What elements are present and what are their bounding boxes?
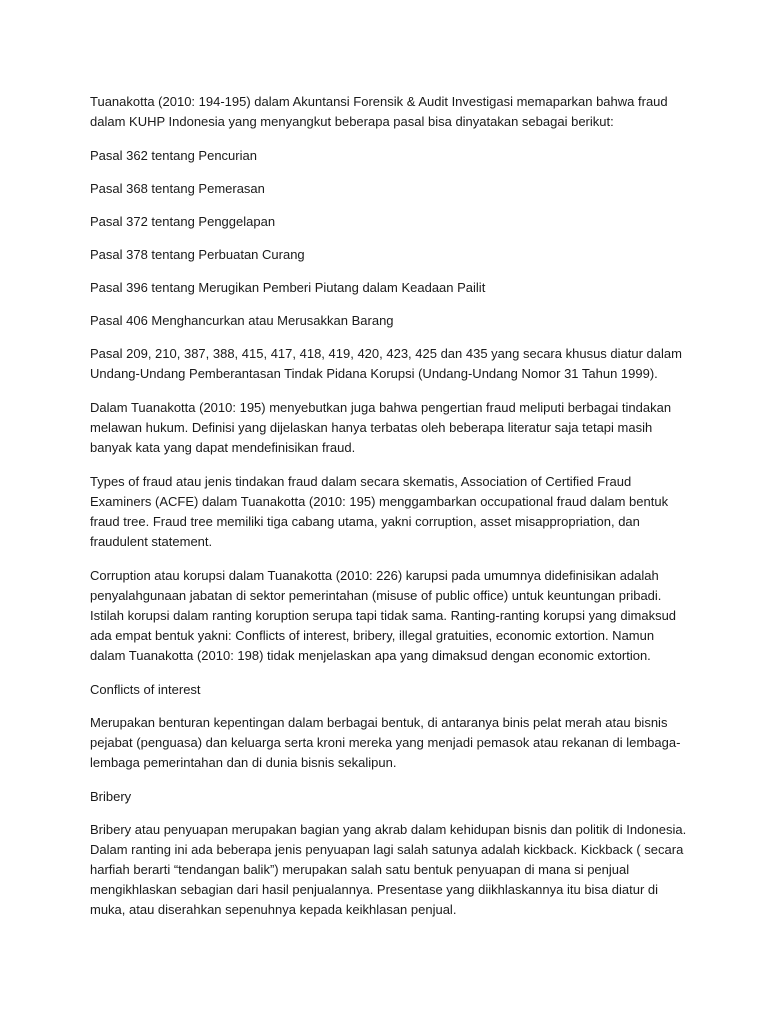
intro-paragraph: Tuanakotta (2010: 194-195) dalam Akuntansi Forensik & Audit Investigasi memaparkan bahwa fraud dalam KUHP Indonesia yang menyangkut beberapa pasal bisa dinyatakan sebagai berikut: [90, 94, 668, 129]
conflicts-paragraph: Merupakan benturan kepentingan dalam berbagai bentuk, di antaranya binis pelat merah atau bisnis pejabat (penguasa) dan keluarga serta kroni mereka yang menjadi pemasok atau rekanan di lembaga-lembaga pemerintahan dan di dunia bisnis sekalipun. [90, 715, 681, 770]
pasal-362-line: Pasal 362 tentang Pencurian [90, 148, 257, 163]
pasal-368-line: Pasal 368 tentang Pemerasan [90, 181, 265, 196]
fraud-definition-paragraph: Dalam Tuanakotta (2010: 195) menyebutkan juga bahwa pengertian fraud meliputi berbagai tindakan melawan hukum. Definisi yang dijelaskan hanya terbatas oleh beberapa literatur saja tetapi masih banyak kata yang dapat mendefinisikan fraud. [90, 400, 672, 455]
fraud-types-paragraph: Types of fraud atau jenis tindakan fraud dalam secara skematis, Association of Certified Fraud Examiners (ACFE) dalam Tuanakotta (2010: 195) menggambarkan occupational fraud dalam bentuk fraud tree. Fraud tree memiliki tiga cabang utama, yakni corruption, asset misappropriation, dan fraudulent statement. [90, 474, 669, 549]
conflicts-heading: Conflicts of interest [90, 682, 201, 697]
pasal-406-line: Pasal 406 Menghancurkan atau Merusakkan Barang [90, 313, 394, 328]
pasal-korupsi-paragraph: Pasal 209, 210, 387, 388, 415, 417, 418, 419, 420, 423, 425 dan 435 yang secara khusus diatur dalam Undang-Undang Pemberantasan Tindak Pidana Korupsi (Undang-Undang Nomor 31 Tahun 1999). [90, 346, 682, 381]
corruption-paragraph: Corruption atau korupsi dalam Tuanakotta (2010: 226) karupsi pada umumnya didefinisikan adalah penyalahgunaan jabatan di sektor pemerintahan (misuse of public office) untuk keuntungan pribadi. Istilah korupsi dalam ranting koruption serupa tapi tidak sama. Ranting-ranting korupsi yang dimaksud ada empat bentuk yakni: Conflicts of interest, bribery, illegal gratuities, economic extortion. Namun dalam Tuanakotta (2010: 198) tidak menjelaskan apa yang dimaksud dengan economic extortion. [90, 568, 677, 663]
bribery-paragraph: Bribery atau penyuapan merupakan bagian yang akrab dalam kehidupan bisnis dan politik di Indonesia. Dalam ranting ini ada beberapa jenis penyuapan lagi salah satunya adalah kickback. Kickback ( secara harfiah berarti “tendangan balik”) merupakan salah satu bentuk penyuapan di mana si penjual mengikhlaskan sebagian dari hasil penjualannya. Presentase yang diikhlaskannya itu bisa diatur di muka, atau diserahkan sepenuhnya kepada keikhlasan penjual. [90, 822, 687, 917]
pasal-378-line: Pasal 378 tentang Perbuatan Curang [90, 247, 305, 262]
pasal-396-line: Pasal 396 tentang Merugikan Pemberi Piutang dalam Keadaan Pailit [90, 280, 486, 295]
bribery-heading: Bribery [90, 789, 132, 804]
pasal-372-line: Pasal 372 tentang Penggelapan [90, 214, 276, 229]
